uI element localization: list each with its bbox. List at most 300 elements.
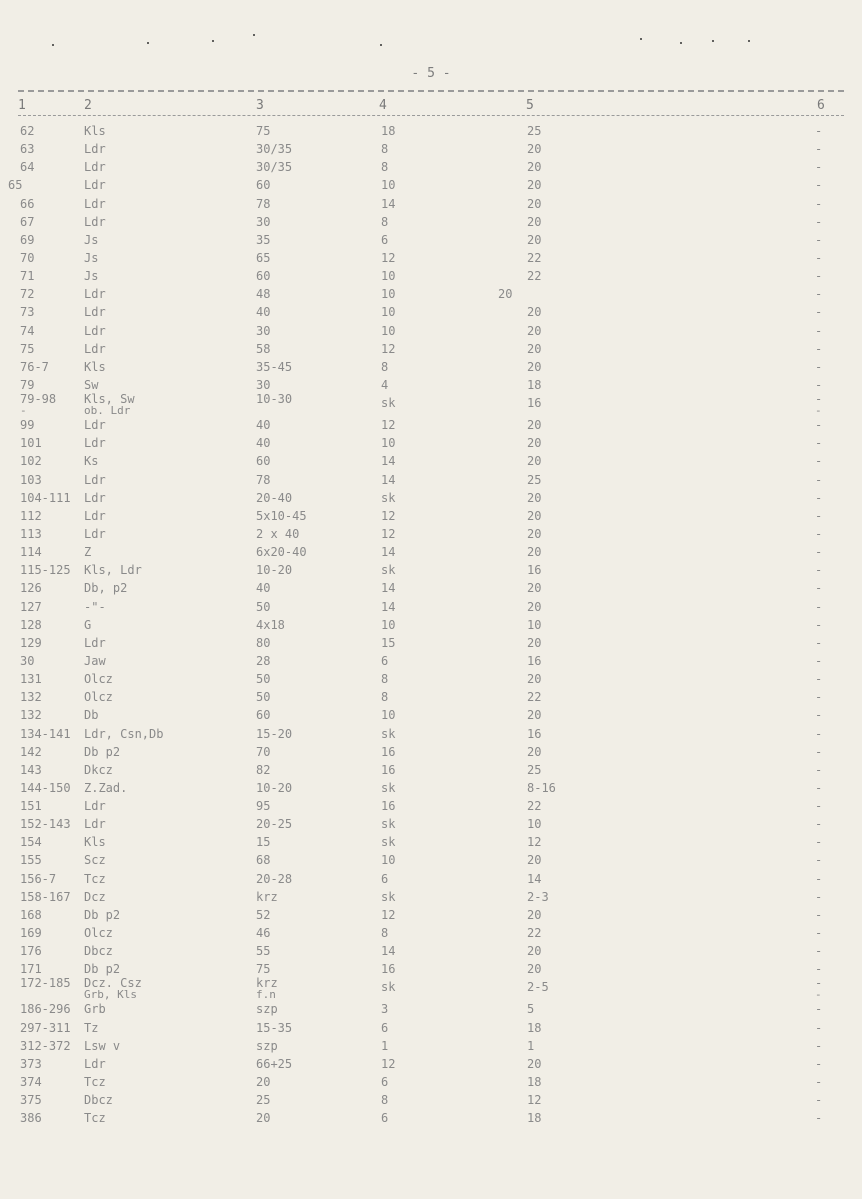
cell-col-4 — [381, 870, 388, 888]
table-row — [0, 231, 862, 249]
cell-text: - — [815, 599, 823, 614]
cell-text: 14 — [527, 871, 542, 886]
cell-text: 6 — [381, 1111, 389, 1126]
cell-col-3 — [256, 688, 270, 706]
cell-col-3 — [256, 322, 270, 340]
table-row — [0, 394, 862, 416]
table-row — [0, 489, 862, 507]
cell-col-5 — [527, 1073, 541, 1091]
table-row — [0, 322, 862, 340]
cell-col-1 — [20, 833, 42, 851]
cell-text: 75 — [256, 124, 271, 138]
cell-text: 40 — [256, 305, 271, 320]
cell-col-3 — [256, 833, 270, 851]
cell-col-4 — [381, 213, 388, 231]
cell-col-1 — [20, 906, 42, 924]
cell-text: - — [815, 780, 823, 795]
cell-col-2 — [84, 761, 113, 779]
cell-text: 20 — [527, 341, 542, 356]
cell-col-1 — [20, 231, 34, 249]
cell-text: Ldr — [84, 635, 106, 650]
table-row — [0, 1037, 862, 1055]
cell-col-4 — [381, 906, 395, 924]
cell-col-5 — [527, 140, 541, 158]
cell-col-1 — [20, 725, 71, 743]
cell-col-6 — [815, 213, 822, 231]
cell-text: krz — [256, 976, 278, 991]
cell-text: 55 — [256, 944, 271, 959]
cell-text: 10 — [527, 617, 542, 632]
cell-col-3 — [256, 851, 270, 869]
cell-col-4 — [381, 924, 388, 942]
cell-col-5 — [527, 1091, 541, 1109]
table-row — [0, 579, 862, 597]
cell-text: - — [815, 563, 823, 578]
cell-col-5 — [527, 761, 541, 779]
cell-col-3 — [256, 779, 292, 797]
cell-col-4 — [381, 285, 395, 303]
cell-text: - — [815, 124, 823, 138]
cell-text: - — [815, 454, 823, 469]
cell-col-2 — [84, 471, 106, 489]
cell-text: 75 — [256, 962, 271, 977]
cell-col-1 — [20, 340, 34, 358]
cell-text: 20 — [527, 599, 542, 614]
cell-text: - — [815, 1093, 823, 1108]
cell-col-6 — [815, 906, 822, 924]
cell-col-2 — [84, 340, 106, 358]
cell-col-6 — [815, 797, 822, 815]
table-row — [0, 561, 862, 579]
cell-col-6 — [815, 743, 822, 761]
cell-col-5 — [527, 924, 541, 942]
column-header: 2 — [84, 98, 92, 113]
cell-col-6 — [815, 231, 822, 249]
cell-col-6 — [815, 870, 822, 888]
cell-col-3 — [256, 743, 270, 761]
cell-text: Ldr — [84, 799, 106, 814]
cell-text: 8 — [381, 926, 389, 941]
cell-text: 20 — [527, 545, 542, 560]
cell-col-2 — [84, 725, 163, 743]
cell-col-1 — [20, 489, 71, 507]
cell-text: - — [815, 907, 823, 922]
cell-text: 156-7 — [20, 871, 57, 886]
cell-text: 18 — [527, 377, 542, 392]
cell-col-3 — [256, 1109, 270, 1127]
cell-text: 20 — [527, 1056, 542, 1071]
table-row — [0, 507, 862, 525]
cell-col-4 — [381, 176, 395, 194]
table-row — [0, 978, 862, 1000]
cell-col-3 — [256, 634, 270, 652]
cell-text: 20 — [527, 214, 542, 229]
cell-col-6 — [815, 267, 822, 285]
cell-text: 30/35 — [256, 142, 293, 157]
table-row — [0, 1019, 862, 1037]
speck — [253, 34, 255, 36]
cell-text: 67 — [20, 214, 35, 229]
cell-col-3 — [256, 507, 307, 525]
table-row — [0, 285, 862, 303]
table-row — [0, 888, 862, 906]
cell-text: Db — [84, 708, 99, 723]
cell-col-3 — [256, 140, 292, 158]
cell-col-4 — [381, 1019, 388, 1037]
column-header: 3 — [256, 98, 264, 113]
cell-text: - — [815, 653, 823, 668]
cell-col-6 — [815, 543, 822, 561]
cell-col-5 — [527, 942, 541, 960]
cell-text: -"- — [84, 599, 106, 614]
cell-text: 126 — [20, 581, 42, 596]
cell-col-1 — [20, 1055, 42, 1073]
cell-text: - — [815, 708, 823, 723]
cell-text: Ldr — [84, 341, 106, 356]
cell-col-2 — [84, 140, 106, 158]
cell-text: 10-30 — [256, 392, 293, 407]
cell-text: Ldr — [84, 418, 106, 433]
cell-col-2 — [84, 267, 98, 285]
cell-text: 143 — [20, 762, 42, 777]
cell-col-5 — [527, 489, 541, 507]
cell-col-5 — [527, 195, 541, 213]
cell-col-3 — [256, 285, 270, 303]
cell-col-3 — [256, 761, 270, 779]
cell-text: 20 — [498, 287, 513, 302]
cell-text: 102 — [20, 454, 42, 469]
cell-text: 154 — [20, 835, 42, 850]
cell-col-4 — [381, 688, 388, 706]
cell-col-5 — [527, 1019, 541, 1037]
cell-col-5 — [527, 322, 541, 340]
cell-col-4 — [381, 579, 395, 597]
cell-text: 6 — [381, 871, 389, 886]
cell-text: 20 — [527, 581, 542, 596]
cell-text: - — [815, 526, 823, 541]
cell-text: 71 — [20, 269, 35, 284]
table-row — [0, 797, 862, 815]
cell-col-3 — [256, 561, 292, 579]
cell-col-5 — [527, 507, 541, 525]
cell-col-4 — [381, 1091, 388, 1109]
table-row — [0, 851, 862, 869]
cell-col-2 — [84, 743, 120, 761]
cell-col-3 — [256, 303, 270, 321]
cell-text: 176 — [20, 944, 42, 959]
cell-text: Js — [84, 232, 99, 247]
cell-col-4 — [381, 725, 395, 743]
cell-text: 12 — [381, 1056, 396, 1071]
cell-col-6 — [815, 340, 822, 358]
cell-text-line2: ob. Ldr — [84, 404, 131, 418]
cell-text: 12 — [381, 250, 396, 265]
cell-text: - — [815, 418, 823, 433]
cell-col-4 — [381, 140, 388, 158]
column-header: 1 — [18, 98, 26, 113]
cell-col-1 — [20, 452, 42, 470]
cell-text: - — [815, 744, 823, 759]
cell-col-1 — [20, 670, 42, 688]
cell-text: 22 — [527, 799, 542, 814]
cell-text: 3 — [381, 1002, 389, 1017]
cell-text: 20 — [527, 744, 542, 759]
table-row — [0, 122, 862, 140]
cell-text: 15-35 — [256, 1020, 293, 1035]
cell-text: 73 — [20, 305, 35, 320]
cell-col-1 — [20, 1019, 71, 1037]
cell-text: Ldr — [84, 323, 106, 338]
cell-text: 20 — [527, 232, 542, 247]
cell-col-2 — [84, 815, 106, 833]
cell-text: 151 — [20, 799, 42, 814]
cell-col-4 — [381, 779, 395, 797]
cell-col-5 — [527, 634, 541, 652]
table-row — [0, 416, 862, 434]
cell-col-2 — [84, 634, 106, 652]
cell-col-6 — [815, 888, 822, 906]
cell-text: 12 — [381, 418, 396, 433]
column-header: 6 — [817, 98, 825, 113]
cell-col-1 — [20, 322, 34, 340]
cell-col-4 — [381, 543, 395, 561]
cell-col-3 — [256, 267, 270, 285]
cell-text: 20 — [256, 1075, 271, 1090]
cell-col-5 — [527, 376, 541, 394]
cell-col-6 — [815, 924, 822, 942]
cell-col-6 — [815, 706, 822, 724]
cell-col-1 — [20, 525, 42, 543]
cell-col-4 — [381, 888, 395, 906]
cell-col-3 — [256, 340, 270, 358]
cell-text: Ldr — [84, 160, 106, 175]
cell-col-5 — [527, 870, 541, 888]
table-row — [0, 249, 862, 267]
cell-text: Kls — [84, 359, 106, 374]
cell-col-2 — [84, 434, 106, 452]
cell-text: - — [815, 392, 823, 407]
cell-text-line2: - — [815, 988, 822, 1002]
cell-col-6 — [815, 942, 822, 960]
cell-col-1 — [20, 303, 34, 321]
cell-text: - — [815, 672, 823, 687]
cell-col-3 — [256, 906, 270, 924]
table-row — [0, 725, 862, 743]
cell-col-2 — [84, 249, 98, 267]
cell-text: 12 — [381, 526, 396, 541]
cell-text: 20 — [527, 672, 542, 687]
cell-col-5 — [527, 303, 541, 321]
cell-text: 74 — [20, 323, 35, 338]
cell-text: 82 — [256, 762, 271, 777]
cell-text: - — [815, 635, 823, 650]
cell-text: 8 — [381, 1093, 389, 1108]
cell-col-2 — [84, 1073, 106, 1091]
cell-text: 65 — [8, 178, 23, 193]
cell-text: 62 — [20, 124, 35, 138]
cell-col-4 — [381, 815, 395, 833]
cell-col-6 — [815, 761, 822, 779]
cell-text: 10 — [381, 323, 396, 338]
cell-text: Tcz — [84, 1075, 106, 1090]
cell-text: 12 — [527, 835, 542, 850]
cell-col-6 — [815, 176, 822, 194]
cell-text: 112 — [20, 508, 42, 523]
cell-text: 20 — [527, 160, 542, 175]
cell-col-4 — [381, 267, 395, 285]
table-row — [0, 870, 862, 888]
cell-text: Tz — [84, 1020, 99, 1035]
cell-col-5 — [527, 815, 541, 833]
cell-col-2 — [84, 1091, 113, 1109]
cell-col-5 — [527, 851, 541, 869]
cell-text: Dcz — [84, 889, 106, 904]
cell-col-5 — [527, 471, 541, 489]
table-row — [0, 543, 862, 561]
cell-col-1 — [20, 761, 42, 779]
cell-col-2 — [84, 1000, 106, 1018]
cell-col-4 — [381, 507, 395, 525]
cell-col-6 — [815, 598, 822, 616]
cell-col-4 — [381, 833, 395, 851]
table-row — [0, 598, 862, 616]
cell-col-5 — [527, 833, 541, 851]
cell-text: 60 — [256, 454, 271, 469]
table-row — [0, 670, 862, 688]
cell-col-1 — [20, 543, 42, 561]
cell-col-5 — [527, 249, 541, 267]
cell-text: - — [815, 142, 823, 157]
table-row — [0, 1091, 862, 1109]
cell-col-1 — [20, 924, 42, 942]
cell-text: 22 — [527, 926, 542, 941]
header-rule — [18, 115, 844, 116]
cell-col-1 — [20, 122, 34, 140]
cell-text: 103 — [20, 472, 42, 487]
cell-text: 15 — [256, 835, 271, 850]
cell-col-6 — [815, 140, 822, 158]
cell-col-1 — [20, 743, 42, 761]
cell-col-3 — [256, 670, 270, 688]
cell-col-1 — [20, 213, 34, 231]
cell-text: sk — [381, 817, 396, 832]
cell-text: 18 — [527, 1075, 542, 1090]
cell-col-1 — [20, 195, 34, 213]
cell-text: Ldr — [84, 436, 106, 451]
cell-text: - — [815, 323, 823, 338]
cell-text: 20-40 — [256, 490, 293, 505]
cell-text: 15 — [381, 635, 396, 650]
top-rule — [18, 90, 844, 92]
cell-col-2 — [84, 1037, 120, 1055]
cell-col-5 — [527, 779, 556, 797]
cell-text: - — [815, 962, 823, 977]
cell-col-6 — [815, 851, 822, 869]
cell-text: 20 — [527, 454, 542, 469]
table-row — [0, 652, 862, 670]
cell-text: sk — [381, 780, 396, 795]
cell-text: - — [815, 1038, 823, 1053]
table-row — [0, 833, 862, 851]
table-row — [0, 158, 862, 176]
cell-col-1 — [20, 815, 71, 833]
table-row — [0, 743, 862, 761]
cell-col-2 — [84, 543, 91, 561]
cell-text: 79 — [20, 377, 35, 392]
cell-col-5 — [527, 652, 541, 670]
cell-col-3 — [256, 1091, 270, 1109]
cell-text: 14 — [381, 454, 396, 469]
cell-col-4 — [381, 303, 395, 321]
table-row — [0, 906, 862, 924]
cell-col-5 — [527, 960, 541, 978]
cell-text: Db p2 — [84, 962, 121, 977]
cell-col-6 — [815, 579, 822, 597]
cell-text: 14 — [381, 599, 396, 614]
cell-text: 152-143 — [20, 817, 71, 832]
cell-text: - — [815, 799, 823, 814]
cell-col-4 — [381, 376, 388, 394]
cell-col-3 — [256, 579, 270, 597]
cell-text: 8 — [381, 160, 389, 175]
cell-text: 76-7 — [20, 359, 49, 374]
cell-text: - — [815, 817, 823, 832]
cell-text: Olcz — [84, 672, 113, 687]
cell-col-6 — [815, 561, 822, 579]
cell-text: - — [815, 853, 823, 868]
speck — [147, 42, 149, 44]
cell-text: 20 — [527, 907, 542, 922]
cell-text: 5 — [527, 1002, 535, 1017]
cell-text: 6 — [381, 653, 389, 668]
cell-col-1 — [20, 358, 49, 376]
cell-text: Kls, Sw — [84, 392, 135, 407]
cell-text: 30 — [256, 323, 271, 338]
cell-text: - — [815, 690, 823, 705]
cell-col-4 — [381, 340, 395, 358]
cell-col-1 — [20, 1109, 42, 1127]
cell-col-4 — [381, 358, 388, 376]
cell-col-1 — [20, 634, 42, 652]
cell-text: - — [815, 214, 823, 229]
cell-text: 79-98 — [20, 392, 57, 407]
cell-text: 20 — [527, 944, 542, 959]
cell-col-6 — [815, 1019, 822, 1037]
cell-text: 12 — [381, 508, 396, 523]
cell-text-line2: f.n — [256, 988, 276, 1002]
cell-text: 14 — [381, 545, 396, 560]
cell-col-3 — [256, 525, 299, 543]
table-row — [0, 195, 862, 213]
cell-col-5 — [527, 616, 541, 634]
cell-col-6 — [815, 158, 822, 176]
cell-text: 20 — [527, 436, 542, 451]
cell-text: 8 — [381, 142, 389, 157]
cell-text: - — [815, 1020, 823, 1035]
cell-col-5 — [527, 561, 541, 579]
cell-text: 101 — [20, 436, 42, 451]
cell-col-4 — [381, 743, 395, 761]
cell-col-3 — [256, 231, 270, 249]
cell-col-3 — [256, 176, 270, 194]
cell-col-2 — [84, 579, 127, 597]
table-row — [0, 779, 862, 797]
cell-text: 35 — [256, 232, 271, 247]
cell-col-6 — [815, 322, 822, 340]
cell-text: 1 — [381, 1038, 389, 1053]
cell-col-3 — [256, 394, 292, 405]
cell-col-2 — [84, 195, 106, 213]
